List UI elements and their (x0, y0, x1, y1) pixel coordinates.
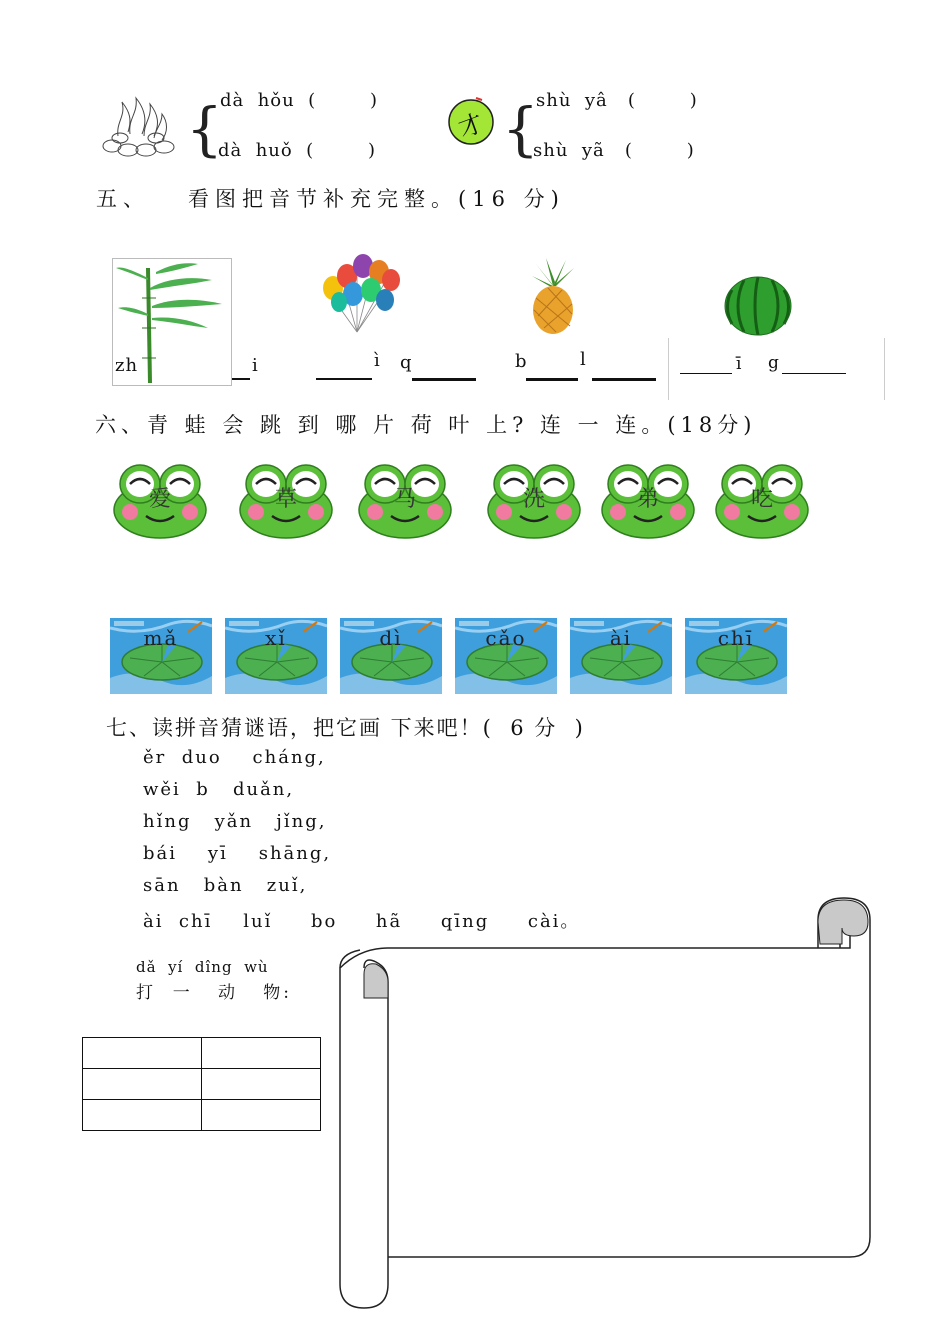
watermelon-g: g (768, 353, 780, 373)
left-brace: { (186, 95, 223, 163)
pinyin-da-huo: dà huǒ ( ) (218, 140, 376, 161)
bamboo-suffix: i (252, 355, 259, 376)
answer-table (82, 1037, 321, 1131)
watermelon-vowel: ī (736, 354, 743, 374)
frog-character: 吃 (750, 487, 773, 512)
right-brace: { (502, 95, 539, 163)
frog-character: 草 (274, 487, 297, 512)
balloon-q: q (400, 352, 413, 373)
picture-char: 才 (454, 108, 487, 144)
lotus-leaf-card[interactable] (455, 618, 557, 694)
riddle-line: wěi b duǎn, (143, 779, 295, 800)
section5-heading: 五、 看图把音节补充完整。(16 分) (96, 187, 565, 211)
leaf-pinyin: mǎ (143, 626, 179, 650)
hint-pinyin: dǎ yí dîng wù (136, 958, 269, 976)
watermelon-blank-2[interactable] (782, 373, 846, 374)
bamboo-prefix: zh (115, 355, 139, 376)
pineapple-blank-1[interactable] (526, 378, 578, 381)
pineapple-blank-2[interactable] (592, 378, 656, 381)
lotus-leaf-card[interactable] (225, 618, 327, 694)
campfire-image (98, 92, 182, 160)
scroll-drawing-area[interactable] (330, 892, 876, 1316)
frog-card[interactable] (600, 460, 696, 540)
frog-card[interactable] (357, 460, 453, 540)
lotus-leaf-card[interactable] (110, 618, 212, 694)
frog-character: 弟 (636, 487, 659, 512)
leaf-pinyin: ài (609, 626, 633, 650)
section6-heading: 六、青 蛙 会 跳 到 哪 片 荷 叶 上? 连 一 连。(18分) (95, 413, 757, 437)
frog-card[interactable] (112, 460, 208, 540)
balloon-tone: ì (374, 350, 381, 371)
watermelon-blank-1[interactable] (680, 373, 732, 374)
frog-character: 洗 (522, 487, 545, 512)
leaf-pinyin: dì (379, 626, 403, 650)
frog-card[interactable] (486, 460, 582, 540)
riddle-line: bái yī shāng, (143, 843, 332, 864)
lotus-leaf-card[interactable] (340, 618, 442, 694)
hint-chars: 打 一 动 物: (136, 983, 292, 1003)
leaf-pinyin: xǐ (265, 626, 287, 650)
frog-character: 马 (393, 487, 416, 512)
answer-cell[interactable] (83, 1038, 202, 1069)
pinyin-shu-ya-2: shù yã ( ) (533, 140, 695, 161)
divider-right (884, 338, 885, 400)
riddle-line: hǐng yǎn jǐng, (143, 811, 327, 832)
answer-cell[interactable] (83, 1069, 202, 1100)
lotus-leaf-card[interactable] (570, 618, 672, 694)
answer-cell[interactable] (202, 1069, 321, 1100)
divider-left (668, 338, 669, 400)
leaf-pinyin: cǎo (485, 626, 527, 650)
riddle-line: sān bàn zuǐ, (143, 875, 308, 896)
pinyin-da-hou: dà hǒu ( ) (220, 90, 378, 111)
answer-cell[interactable] (202, 1038, 321, 1069)
section7-heading: 七、读拼音猜谜语，把它画 下来吧！( 6 分 ) (106, 716, 585, 740)
frog-card[interactable] (714, 460, 810, 540)
frog-card[interactable] (238, 460, 334, 540)
balloon-blank-2[interactable] (412, 378, 476, 381)
balloon-blank-1[interactable] (316, 378, 372, 380)
balloons-image (313, 252, 407, 336)
pineapple-image (526, 256, 580, 336)
leaf-pinyin: chī (717, 626, 755, 650)
frog-character: 爱 (148, 487, 171, 512)
pineapple-b: b (515, 351, 528, 372)
answer-cell[interactable] (202, 1100, 321, 1131)
riddle-line: ěr duo cháng, (143, 747, 326, 768)
pineapple-l: l (580, 349, 587, 370)
riddle-line: ài chī luǐ bo hã qīng cài。 (143, 911, 581, 932)
lotus-leaf-card[interactable] (685, 618, 787, 694)
answer-cell[interactable] (83, 1100, 202, 1131)
pinyin-shu-ya-1: shù yâ ( ) (536, 90, 698, 111)
bamboo-blank[interactable] (232, 378, 250, 380)
watermelon-image (724, 274, 792, 336)
